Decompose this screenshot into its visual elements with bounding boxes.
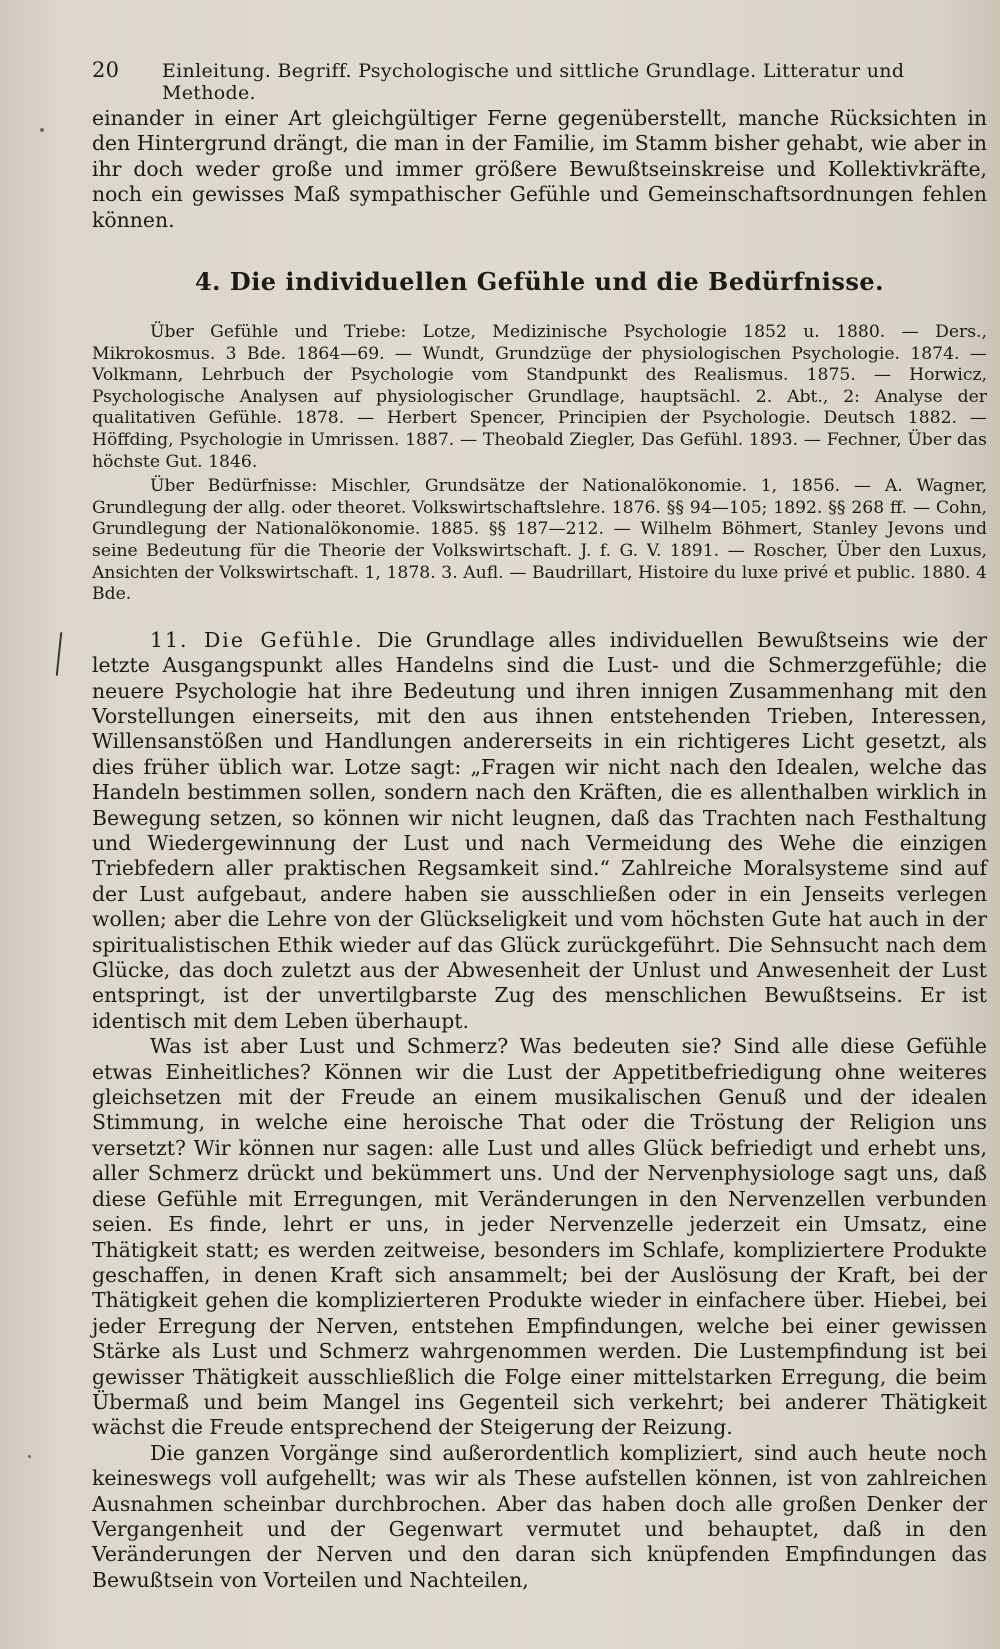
running-title: Einleitung. Begriff. Psychologische und sittliche Grundlage. Litteratur und Methode. bbox=[162, 60, 905, 104]
literature-needs: Über Bedürfnisse: Mischler, Grundsätze der Nationalökonomie. 1, 1856. — A. Wagner, Grundlegung der allg. oder theoret. Volkswirtschaftslehre. 1876. §§ 94—105; 1892. §§ 268 ff. — Cohn, Grundlegung der Nationalökonomie. 1885. §§ 187—212. — Wilhelm Böhmert, Stanley Jevons und seine Bedeutung für die Theorie der Volkswirtschaft. J. f. G. V. 1891. — Roscher, Über den Luxus, Ansichten der Volkswirtschaft. 1, 1878. 3. Aufl. — Baudrillart, Histoire du luxe privé et public. 1880. 4 Bde. bbox=[92, 476, 987, 605]
page-number: 20 bbox=[92, 58, 120, 82]
pencil-margin-mark bbox=[56, 632, 63, 676]
running-header bbox=[92, 58, 987, 104]
paragraph-label: 11. Die Gefühle. bbox=[150, 627, 364, 652]
paragraph-11-text: Die Grundlage alles individuellen Bewußtseins wie der letzte Ausgangspunkt alles Handelns sind die Lust- und die Schmerzgefühle; die neuere Psychologie hat ihre Bedeutung und ihren innigen Zusammenhang mit den Vorstellungen einerseits, mit den aus ihnen entstehenden Trieben, Interessen, Willensanstößen und Handlungen andererseits in ein richtigeres Licht gesetzt, als dies früher üblich war. Lotze sagt: „Fragen wir nicht nach den Idealen, welche das Handeln bestimmen sollen, sondern nach den Kräften, die es allenthalben wirklich in Bewegung setzen, so können wir nicht leugnen, daß das Trachten nach Festhaltung und Wiedergewinnung der Lust und nach Vermeidung des Wehe die einzigen Triebfedern aller praktischen Regsamkeit sind.“ Zahlreiche Moralsysteme sind auf der Lust aufgebaut, andere haben sie ausschließen oder in ein Jenseits verlegen wollen; aber die Lehre von der Glückseligkeit und vom höchsten Gute hat auch in der spiritualistischen Ethik wieder auf das Glück zurückgeführt. Die Sehnsucht nach dem Glücke, das doch zuletzt aus der Abwesenheit der Unlust und Anwesenheit der Lust entspringt, ist der unvertilgbarste Zug des menschlichen Bewußtseins. Er ist identisch mit dem Leben überhaupt. bbox=[92, 627, 988, 1033]
text-block bbox=[92, 58, 987, 1593]
section-heading: 4. Die individuellen Gefühle und die Bedürfnisse. bbox=[194, 267, 885, 297]
margin-speck bbox=[28, 1455, 31, 1458]
paragraph-vorgaenge: Die ganzen Vorgänge sind außerordentlich kompliziert, sind auch heute noch keineswegs voll aufgehellt; was wir als These aufstellen können, ist von zahlreichen Ausnahmen scheinbar durchbrochen. Aber das haben doch alle großen Denker der Vergangenheit und der Gegenwart vermutet und behauptet, daß in den Veränderungen der Nerven und den daran sich knüpfenden Empfindungen das Bewußtsein von Vorteilen und Nachteilen, bbox=[92, 1440, 987, 1592]
margin-speck bbox=[40, 128, 44, 132]
paragraph-lust-schmerz: Was ist aber Lust und Schmerz? Was bedeuten sie? Sind alle diese Gefühle etwas Einheitliches? Können wir die Lust der Appetitbefriedigung ohne weiteres gleichsetzen mit der Freude an einem musikalischen Genuß und der idealen Stimmung, in welche eine heroische That oder die Tröstung der Religion uns versetzt? Wir können nur sagen: alle Lust und alles Glück befriedigt und erhebt uns, aller Schmerz drückt und bekümmert uns. Und der Nervenphysiologe sagt uns, daß diese Gefühle mit Erregungen, mit Veränderungen in den Nervenzellen verbunden seien. Es finde, lehrt er uns, in jeder Nervenzelle jederzeit ein Umsatz, eine Thätigkeit statt; es werden zeitweise, besonders im Schlafe, kompliziertere Produkte geschaffen, in denen Kraft sich ansammelt; bei der Auslösung der Kraft, bei der Thätigkeit gehen die komplizierteren Produkte wieder in einfachere über. Hiebei, bei jeder Erregung der Nerven, entstehen Empfindungen, welche bei einer gewissen Stärke als Lust und Schmerz wahrgenommen werden. Die Lustempfindung ist bei gewisser Thätigkeit ausschließlich die Folge einer mittelstarken Erregung, die beim Übermaß und beim Mangel ins Gegenteil sich verkehrt; bei anderer Thätigkeit wächst die Freude entsprechend der Steigerung der Reizung. bbox=[92, 1034, 987, 1440]
intro-paragraph: einander in einer Art gleichgültiger Ferne gegenüberstellt, manche Rücksichten in den Hintergrund drängt, die man in der Familie, im Stamm bisher gehabt, wie aber in ihr doch weder große und immer größere Bewußtseinskreise und Kollektivkräfte, noch ein gewisses Maß sympathischer Gefühle und Gemeinschaftsordnungen fehlen können. bbox=[92, 106, 987, 232]
paragraph-11 bbox=[92, 628, 987, 1035]
literature-feelings: Über Gefühle und Triebe: Lotze, Medizinische Psychologie 1852 u. 1880. — Ders., Mikrokosmus. 3 Bde. 1864—69. — Wundt, Grundzüge der physiologischen Psychologie. 1874. — Volkmann, Lehrbuch der Psychologie vom Standpunkt des Realismus. 1875. — Horwicz, Psychologische Analysen auf physiologischer Grundlage, hauptsächl. 2. Abt., 2: Analyse der qualitativen Gefühle. 1878. — Herbert Spencer, Principien der Psychologie. Deutsch 1882. — Höffding, Psychologie in Umrissen. 1887. — Theobald Ziegler, Das Gefühl. 1893. — Fechner, Über das höchste Gut. 1846. bbox=[92, 322, 987, 472]
